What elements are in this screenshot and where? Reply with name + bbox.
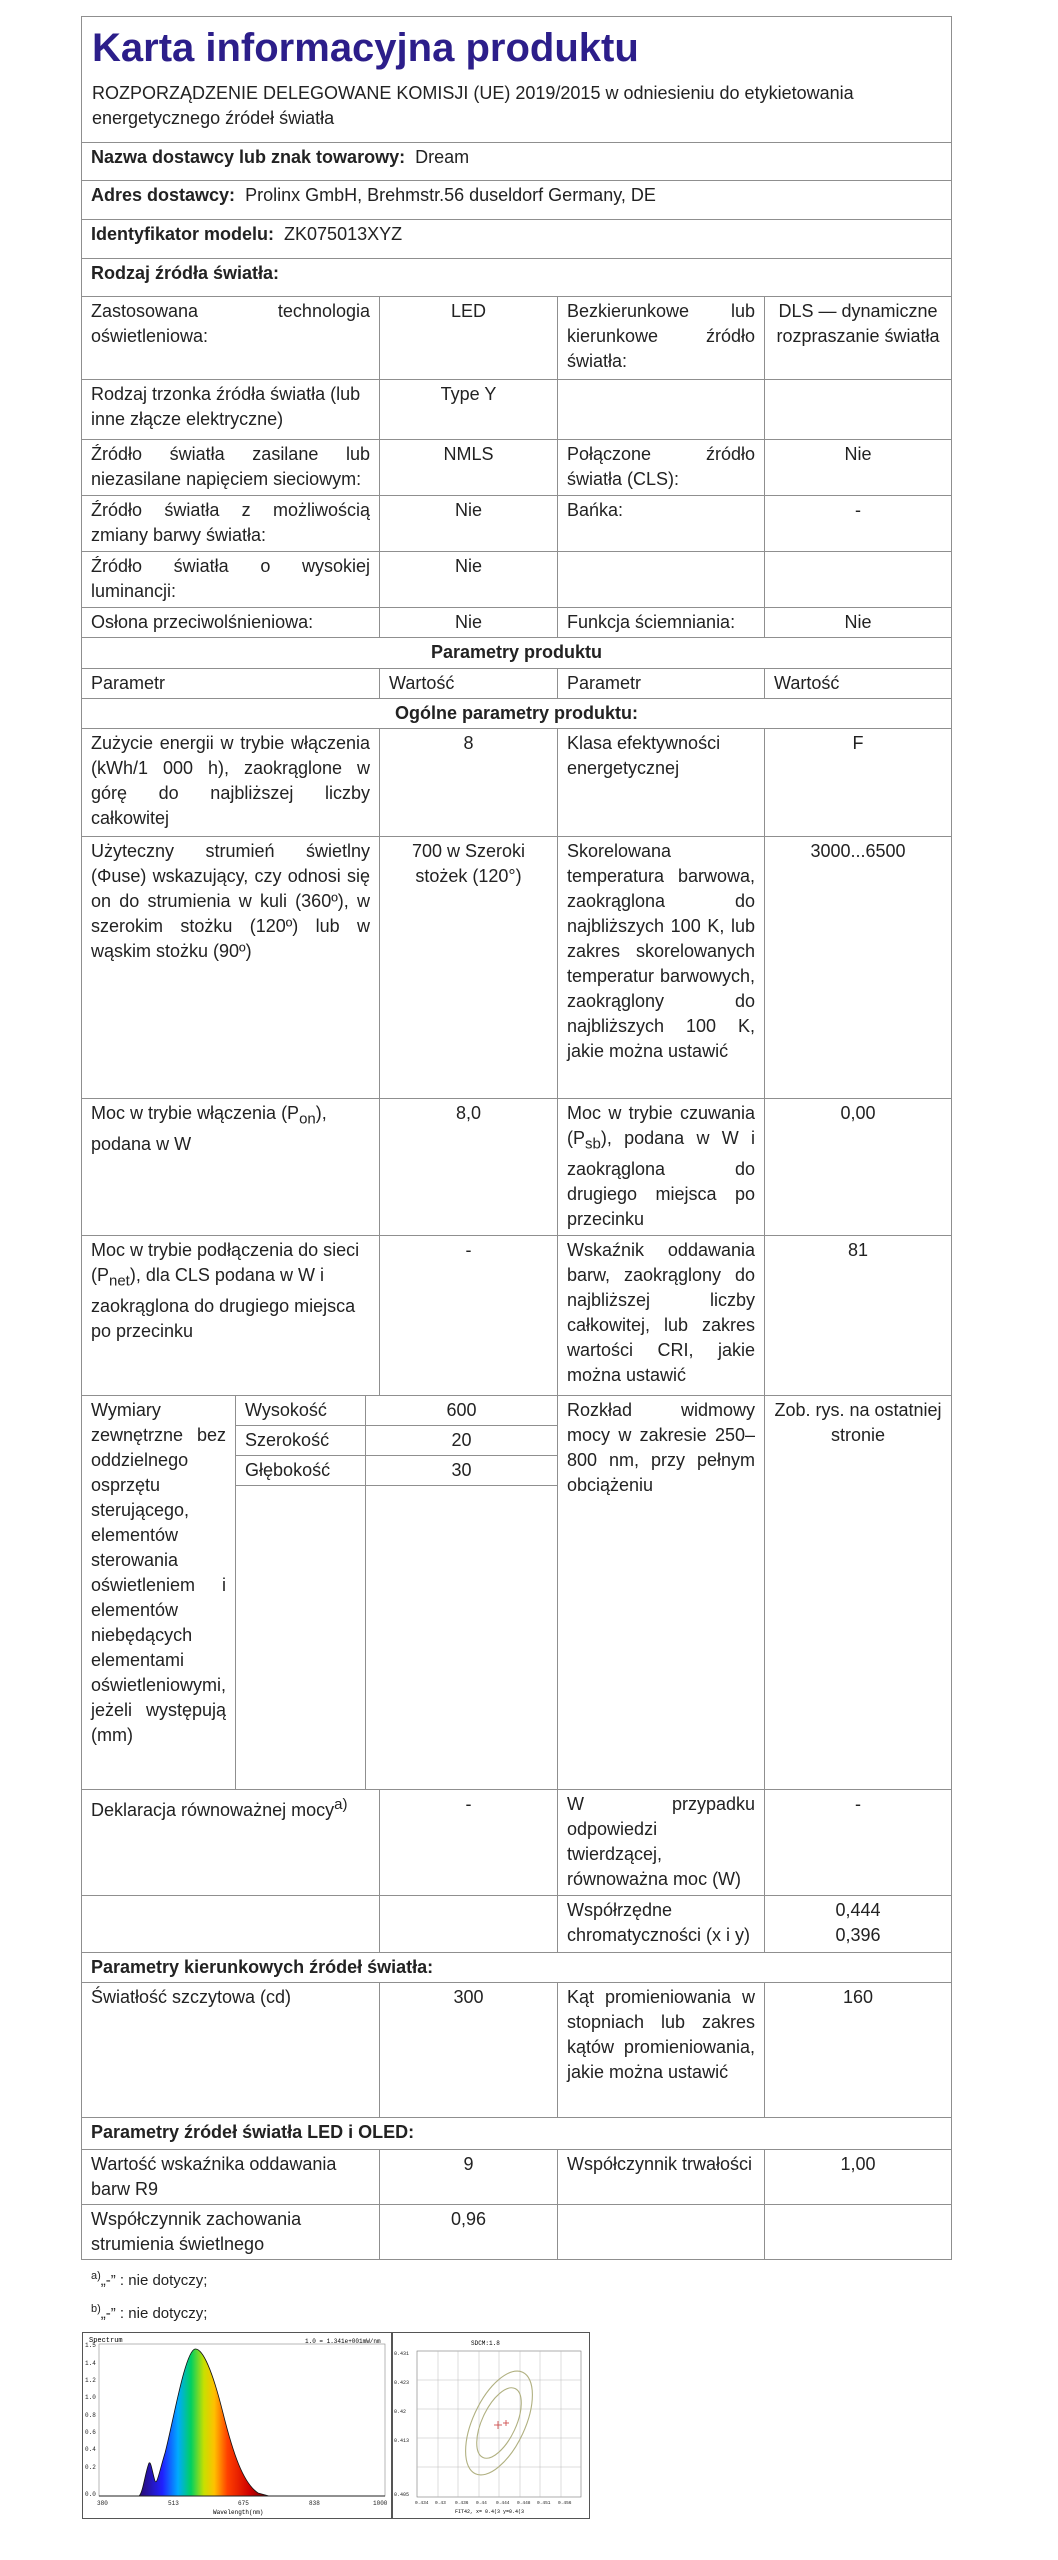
envelope-label: Bańka: (558, 496, 765, 552)
standby-power-label: Moc w trybie czuwania $(P_{sb})$, podana w W i zaokrąglona do drugiego miejsca po przecinku (558, 1099, 765, 1236)
chromaticity-figure (392, 2332, 590, 2519)
height-value: 600 (366, 1396, 557, 1426)
r9-label: Wartość wskaźnika oddawania barw R9 (82, 2150, 380, 2205)
x-tick-label: 0.436 (455, 2501, 469, 2506)
spectrum-figure (82, 2332, 392, 2519)
energy-class-value: F (765, 729, 952, 837)
header-cell (82, 17, 952, 143)
chromaticity-y: 0,396 (835, 1925, 881, 1945)
product-sheet-table (81, 16, 952, 2260)
survival-factor-label: Współczynnik trwałości (558, 2150, 765, 2205)
dimming-label: Funkcja ściemniania: (558, 608, 765, 638)
params-heading: Parametry produktu (82, 638, 952, 669)
cct-value: 3000...6500 (765, 837, 952, 1099)
network-power-value: - (380, 1236, 558, 1396)
spectrum-scale: 1.0 = 1.341e+001mW/nm (305, 2338, 381, 2345)
cri-label: Wskaźnik oddawania barw, zaokrąglony do najbliższej liczby całkowitej, lub zakres wartości CRI, jakie można ustawić (558, 1236, 765, 1396)
empty-cell (765, 380, 952, 440)
product-information-sheet (81, 16, 951, 2324)
footnote-a: $^{a)}$„-” : nie dotyczy; (91, 2270, 208, 2289)
width-value: 20 (366, 1426, 557, 1456)
survival-factor-value: 1,00 (765, 2150, 952, 2205)
address-row (82, 181, 952, 220)
equivalent-watt-label: W przypadku odpowiedzi twierdzącej, równoważna moc (W) (558, 1790, 765, 1896)
x-tick-label: 0.448 (517, 2501, 531, 2506)
y-tick-label: 0.405 (394, 2492, 410, 2498)
beam-angle-value: 160 (765, 1983, 952, 2118)
x-tick-label: 380 (97, 2500, 108, 2507)
tech-value: LED (380, 297, 558, 380)
glare-value: Nie (380, 608, 558, 638)
led-heading: Parametry źródeł światła LED i OLED: (82, 2118, 952, 2150)
y-tick-label: 0.0 (85, 2491, 96, 2498)
cap-value: Type Y (380, 380, 558, 440)
y-tick-label: 0.42 (394, 2409, 407, 2415)
spectrum-chart (83, 2333, 391, 2518)
on-mode-power-label: Moc w trybie włączenia $(P_{on})$, podana w W (82, 1099, 380, 1236)
y-tick-label: 0.413 (394, 2438, 410, 2444)
y-tick-label: 1.0 (85, 2394, 96, 2401)
x-tick-label: 0.44 (476, 2501, 487, 2506)
y-tick-label: 0.423 (394, 2380, 410, 2386)
col-header-param: Parametr (82, 669, 380, 699)
y-tick-label: 0.4 (85, 2446, 96, 2453)
tunable-label: Źródło światła z możliwością zmiany barwy światła: (82, 496, 380, 552)
x-tick-label: 0.451 (537, 2501, 551, 2506)
x-tick-label: 0.444 (496, 2501, 510, 2506)
peak-intensity-value: 300 (380, 1983, 558, 2118)
general-heading: Ogólne parametry produktu: (82, 699, 952, 729)
cct-label: Skorelowana temperatura barwowa, zaokrąglona do najbliższych 100 K, lub zakres skorelowanych temperatur barwowych, zaokrąglony do najbliższych 100 K, jakie można ustawić (558, 837, 765, 1099)
beam-angle-label: Kąt promieniowania w stopniach lub zakres kątów promieniowania, jakie można ustawić (558, 1983, 765, 2118)
on-mode-power-value: 8,0 (380, 1099, 558, 1236)
dimensions-label: Wymiary zewnętrzne bez oddzielnego osprzętu sterującego, elementów sterowania oświetleniem i elementów niebędących elementami oświetleniowymi, jeżeli występują (mm) (82, 1396, 236, 1789)
cls-value: Nie (765, 440, 952, 496)
supplier-label: Nazwa dostawcy lub znak towarowy: (91, 147, 406, 167)
height-label: Wysokość (236, 1396, 366, 1426)
r9-value: 9 (380, 2150, 558, 2205)
address-label: Adres dostawcy: (91, 185, 236, 205)
footnote-b: $^{b)}$„-” : nie dotyczy; (91, 2303, 208, 2322)
energy-value: 8 (380, 729, 558, 837)
model-label: Identyfikator modelu: (91, 224, 275, 244)
y-tick-label: 0.2 (85, 2464, 96, 2471)
equivalent-power-label: Deklaracja równoważnej mocy$^{a)}$ (82, 1790, 380, 1896)
y-tick-label: 0.8 (85, 2412, 96, 2419)
chromaticity-label: Współrzędne chromatyczności (x i y) (558, 1896, 765, 1953)
lumen-maintenance-value: 0,96 (380, 2205, 558, 2260)
x-tick-label: 838 (309, 2500, 320, 2507)
x-tick-label: 513 (168, 2500, 179, 2507)
chromaticity-x: 0,444 (835, 1900, 881, 1920)
spectrum-x-label: Wavelength(nm) (213, 2509, 264, 2516)
dimming-value: Nie (765, 608, 952, 638)
high-luminance-label: Źródło światła o wysokiej luminancji: (82, 552, 380, 608)
envelope-value: - (765, 496, 952, 552)
peak-intensity-label: Światłość szczytowa (cd) (82, 1983, 380, 2118)
spectral-distribution-value: Zob. rys. na ostatniej stronie (765, 1396, 952, 1790)
x-tick-label: 0.434 (415, 2501, 429, 2506)
chromaticity-value (765, 1896, 952, 1953)
cls-label: Połączone źródło światła (CLS): (558, 440, 765, 496)
x-tick-label: 1000 (373, 2500, 388, 2507)
width-label: Szerokość (236, 1426, 366, 1456)
mains-value: NMLS (380, 440, 558, 496)
nondir-label: Bezkierunkowe lub kierunkowe źródło światła: (558, 297, 765, 380)
dimensions-cell (82, 1396, 558, 1790)
spectrum-curve (139, 2349, 269, 2496)
y-tick-label: 0.431 (394, 2351, 410, 2357)
dimensions-inner-table (82, 1396, 557, 1789)
equivalent-watt-value: - (765, 1790, 952, 1896)
network-power-label: Moc w trybie podłączenia do sieci $(P_{net})$, dla CLS podana w W i zaokrąglona do drugiego miejsca po przecinku (82, 1236, 380, 1396)
spectrum-title: Spectrum (89, 2337, 123, 2345)
sdcm-ellipse-chart (393, 2333, 589, 2518)
equivalent-power-value: - (380, 1790, 558, 1896)
directional-heading: Parametry kierunkowych źródeł światła: (82, 1953, 952, 1983)
mains-label: Źródło światła zasilane lub niezasilane napięciem sieciowym: (82, 440, 380, 496)
col-header-value: Wartość (765, 669, 952, 699)
standby-power-value: 0,00 (765, 1099, 952, 1236)
energy-label: Zużycie energii w trybie włączenia (kWh/1 000 h), zaokrąglone w górę do najbliższej liczby całkowitej (82, 729, 380, 837)
figures (82, 2332, 588, 2517)
flux-value: 700 w Szeroki stożek (120°) (380, 837, 558, 1099)
empty-cell (366, 1486, 557, 1790)
depth-value: 30 (366, 1456, 557, 1486)
lumen-maintenance-label: Współczynnik zachowania strumienia świetlnego (82, 2205, 380, 2260)
x-tick-label: 675 (238, 2500, 249, 2507)
empty-cell (380, 1896, 558, 1953)
tunable-value: Nie (380, 496, 558, 552)
y-tick-label: 1.4 (85, 2360, 96, 2367)
empty-cell (558, 552, 765, 608)
sdcm-caption: FIT42, x= 0.4(3 y=0.4(3 (455, 2509, 525, 2515)
y-tick-label: 1.5 (85, 2342, 96, 2349)
x-tick-label: 0.43 (435, 2501, 446, 2506)
empty-cell (558, 2205, 765, 2260)
type-heading: Rodzaj źródła światła: (82, 259, 952, 297)
empty-cell (558, 380, 765, 440)
cap-label: Rodzaj trzonka źródła światła (lub inne złącze elektryczne) (82, 380, 380, 440)
supplier-value: Dream (415, 147, 470, 167)
y-tick-label: 0.6 (85, 2429, 96, 2436)
depth-label: Głębokość (236, 1456, 366, 1486)
empty-cell (765, 2205, 952, 2260)
flux-label: Użyteczny strumień świetlny (Φuse) wskazujący, czy odnosi się on do strumienia w kuli (360º), w szerokim stożku (120º) lub w wąskim stożku (90º) (82, 837, 380, 1099)
cri-value: 81 (765, 1236, 952, 1396)
regulation-subtitle: ROZPORZĄDZENIE DELEGOWANE KOMISJI (UE) 2019/2015 w odniesieniu do etykietowania energetycznego źródeł światła (92, 83, 854, 128)
address-value: Prolinx GmbH, Brehmstr.56 duseldorf Germany, DE (245, 185, 656, 205)
model-row (82, 220, 952, 259)
col-header-value: Wartość (380, 669, 558, 699)
y-tick-label: 1.2 (85, 2377, 96, 2384)
energy-class-label: Klasa efektywności energetycznej (558, 729, 765, 837)
tech-label: Zastosowana technologia oświetleniowa: (82, 297, 380, 380)
supplier-row (82, 143, 952, 181)
empty-cell (765, 552, 952, 608)
page-title: Karta informacyjna produktu (92, 26, 639, 70)
empty-cell (236, 1486, 366, 1790)
sdcm-title: SDCM:1.8 (471, 2340, 500, 2347)
spectral-distribution-label: Rozkład widmowy mocy w zakresie 250–800 nm, przy pełnym obciążeniu (558, 1396, 765, 1790)
nondir-value: DLS — dynamiczne rozpraszanie światła (765, 297, 952, 380)
col-header-param: Parametr (558, 669, 765, 699)
high-luminance-value: Nie (380, 552, 558, 608)
x-tick-label: 0.456 (558, 2501, 572, 2506)
model-value: ZK075013XYZ (284, 224, 403, 244)
glare-label: Osłona przeciwolśnieniowa: (82, 608, 380, 638)
empty-cell (82, 1896, 380, 1953)
